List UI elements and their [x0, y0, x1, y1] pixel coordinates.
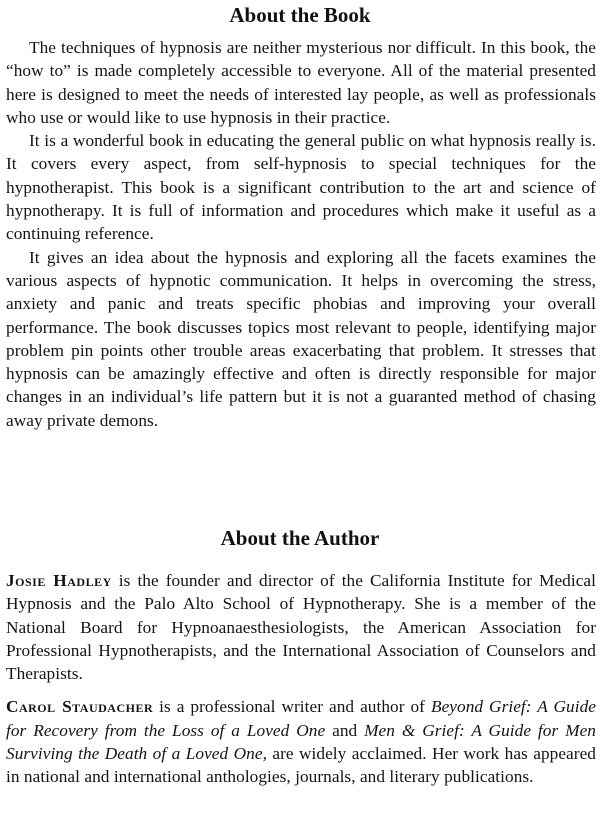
about-book-section: [6, 36, 596, 432]
book-paragraph-1: The techniques of hypnosis are neither mysterious nor difficult. In this book, the “how to” is made completely accessible to everyone. All of the material presented here is designed to meet the needs of interested lay people, as well as professionals who use or would like to use hypnosis in their practice.: [6, 38, 596, 127]
author-2-bio-rest: are widely acclaimed. Her work has appeared in national and international anthologies, journals, and literary publications.: [6, 744, 596, 787]
author-2-bio-intro: is a professional writer and author of: [159, 697, 425, 717]
author-2-book-2: Men & Grief: A Guide for Men Surviving the Death of a Loved One,: [6, 720, 597, 764]
about-author-heading: About the Author: [220, 526, 380, 550]
author-1-name: Josie Hadley: [6, 571, 112, 590]
author-2-connector: and: [332, 720, 358, 740]
author-2-book-1: Beyond Grief: A Guide for Recovery from the Loss of a Loved One: [6, 697, 597, 740]
about-author-section: [6, 569, 596, 789]
author-2-name: Carol Staudacher: [6, 697, 154, 717]
author-1-bio: is the founder and director of the California Institute for Medical Hypnosis and the Palo Alto School of Hypnotherapy. She is a member of the National Board for Hypnoanaesthesiologists, the American Association for Professional Hypnotherapists, and the International Association of Counselors and Therapists.: [6, 571, 596, 684]
about-book-heading: About the Book: [229, 3, 371, 27]
author-1-paragraph: [6, 569, 596, 685]
book-paragraph-2: It is a wonderful book in educating the general public on what hypnosis really is. It covers every aspect, from self-hypnosis to special techniques for the hypnotherapist. This book is a significant contribution to the art and science of hypnotherapy. It is full of information and procedures which make it useful as a continuing reference.: [6, 131, 596, 244]
book-paragraph-3: It gives an idea about the hypnosis and exploring all the facets examines the various aspects of hypnotic communication. It helps in overcoming the stress, anxiety and panic and treats specific phobias and improving your overall performance. The book discusses topics most relevant to people, identifying major problem pin points other trouble areas exacerbating that problem. It stresses that hypnosis can be amazingly effective and often is directly responsible for major changes in an individual’s life pattern but it is not a guaranted method of chasing away private demons.: [6, 247, 596, 430]
author-2-paragraph: [6, 695, 596, 788]
